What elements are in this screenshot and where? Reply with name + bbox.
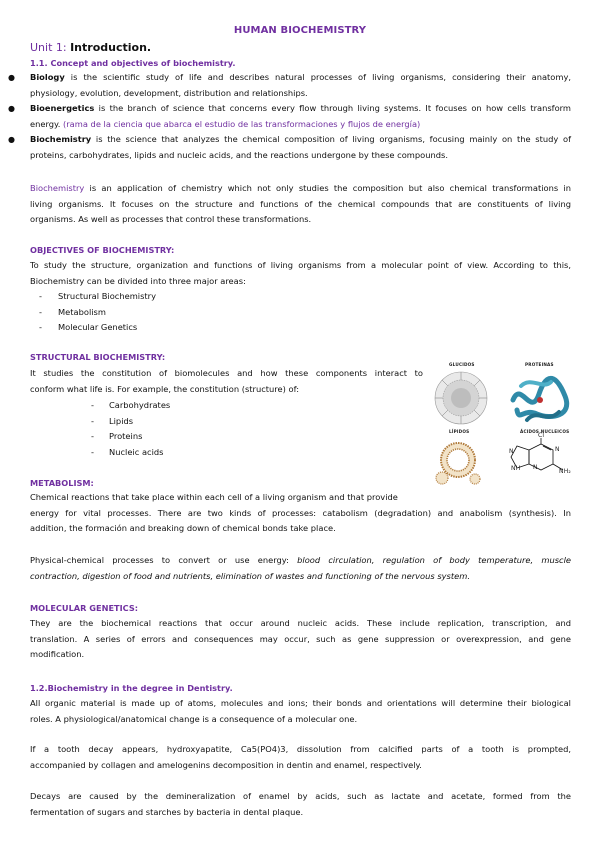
label-lipidos: LÍPIDOS	[449, 429, 470, 434]
genetics-heading: MOLECULAR GENETICS:	[30, 603, 139, 613]
atom-n2: N	[555, 446, 560, 453]
bullet-term: Biology	[30, 72, 65, 82]
areas-list	[39, 289, 339, 336]
dash-marker: -	[91, 415, 94, 426]
bullet-text-cont: energy.	[30, 118, 64, 129]
bullet-dot: ●	[8, 135, 15, 144]
metabolism-paragraph	[30, 490, 571, 537]
lipid-vesicle-icon	[431, 436, 485, 486]
genetics-paragraph	[30, 616, 571, 663]
structure-item: Carbohydrates	[109, 400, 171, 410]
structure-item: Lipids	[109, 415, 134, 426]
structure-items-list	[91, 398, 291, 460]
biomolecules-figure	[427, 362, 577, 488]
dentistry-paragraph-1	[30, 696, 571, 727]
bullet-text-cont: proteins, carbohydrates, lipids and nucleic acids, and the reactions undergone by these compounds.	[30, 149, 448, 160]
dash-marker: -	[91, 446, 94, 457]
label-glucidos: GLUCIDOS	[449, 362, 475, 367]
list-item	[8, 70, 571, 101]
unit-prefix: Unit 1:	[30, 41, 67, 54]
dentistry-line: Decays are caused by the demineralization of enamel by acids, such as lactate and acetate, formed from the	[30, 791, 571, 801]
genetics-line: They are the biochemical reactions that occur around nucleic acids. These include replication, transcription, and	[30, 618, 571, 628]
nucleic-acid-structure-icon	[499, 436, 577, 488]
dash-marker: -	[39, 322, 42, 332]
dentistry-line: fermentation of sugars and starches by bacteria in dental plaque.	[30, 806, 304, 817]
list-item	[8, 132, 571, 163]
carbohydrate-molecule-icon	[427, 370, 495, 426]
bullet-term: Biochemistry	[30, 134, 92, 144]
structure-item: Nucleic acids	[109, 446, 164, 457]
atom-nh2: NH₂	[559, 468, 572, 475]
bullet-term: Bioenergetics	[30, 103, 95, 113]
dash-marker: -	[91, 400, 94, 410]
structural-heading: STRUCTURAL BIOCHEMISTRY:	[30, 352, 166, 362]
atom-n1: N	[533, 464, 538, 471]
section-1-2-heading: 1.2.Biochemistry in the degree in Dentistry.	[30, 683, 233, 693]
dentistry-line: All organic material is made up of atoms, molecules and ions; their bonds and orientations will determine their biological	[30, 698, 571, 708]
dentistry-paragraph-2	[30, 742, 571, 773]
objectives-heading: OBJECTIVES OF BIOCHEMISTRY:	[30, 245, 175, 255]
bullet-list	[8, 70, 571, 163]
bullet-text: is the science that analyzes the chemical composition of living organisms, focusing mainly on the study of	[91, 134, 571, 144]
dentistry-paragraph-3	[30, 789, 571, 820]
list-item	[91, 398, 291, 414]
intro-paragraph	[30, 181, 571, 228]
unit-name: Introduction.	[70, 41, 152, 54]
metabolism-line: addition, the formación and breaking down of chemical bonds take place.	[30, 523, 336, 533]
dentistry-line: If a tooth decay appears, hydroxyapatite, Ca5(PO4)3, dissolution from calcified parts of a tooth is prompted,	[30, 744, 571, 754]
objectives-line: Biochemistry can be divided into three major areas:	[30, 275, 246, 286]
area-item: Metabolism	[58, 306, 106, 317]
label-proteinas: PROTEINAS	[525, 362, 554, 367]
intro-term: Biochemistry	[30, 183, 85, 193]
intro-line: living organisms. It focuses on the structure and functions of the chemical compounds that are constituents of living	[30, 198, 571, 209]
structural-line: It studies the constitution of biomolecules and how these components interact to	[30, 368, 423, 378]
atom-nh: NH	[511, 465, 521, 472]
protein-ribbon-icon	[507, 370, 573, 426]
metabolism-line: energy for vital processes. There are two kinds of processes: catabolism (degradation) and anabolism (synthesis). In	[30, 507, 571, 518]
pc-examples: blood circulation, regulation of body temperature, muscle	[297, 555, 571, 565]
list-item	[39, 305, 339, 321]
list-item	[91, 414, 291, 430]
list-item	[91, 445, 291, 461]
area-item: Molecular Genetics	[58, 322, 138, 332]
unit-heading	[30, 41, 151, 54]
bullet-text: is the scientific study of life and describes natural processes of living organisms, considering their anatomy,	[64, 72, 571, 82]
dash-marker: -	[39, 306, 42, 317]
intro-line: organisms. As well as processes that control these transformations.	[30, 214, 312, 224]
list-item	[8, 101, 571, 132]
objectives-paragraph	[30, 258, 571, 289]
objectives-line: To study the structure, organization and functions of living organisms from a molecular point of view. According to this,	[30, 260, 571, 270]
label-acidos-nucleicos: ÁCIDOS NUCLEICOS	[520, 429, 570, 434]
pc-line-start: Physical-chemical processes to convert or use energy:	[30, 555, 298, 565]
metabolism-heading: METABOLISM:	[30, 478, 94, 488]
area-item: Structural Biochemistry	[58, 291, 156, 301]
structure-item: Proteins	[109, 431, 143, 441]
bullet-text-cont: physiology, evolution, development, distribution and relationships.	[30, 87, 308, 98]
structural-line: conform what life is. For example, the constitution (structure) of:	[30, 383, 299, 394]
bullet-text: is the branch of science that concerns every flow through living systems. It focuses on how cells transform	[94, 103, 571, 113]
metabolism-line: Chemical reactions that take place within each cell of a living organism and that provide	[30, 492, 398, 502]
intro-line: is an application of chemistry which not only studies the composition but also chemical transformations in	[84, 183, 571, 193]
genetics-line: translation. A series of errors and consequences may occur, such as gene suppression or overexpression, and gene	[30, 633, 571, 644]
dash-marker: -	[91, 431, 94, 441]
genetics-line: modification.	[30, 649, 85, 659]
pc-examples-cont: contraction, digestion of food and nutrients, elimination of wastes and functioning of the nervous system.	[30, 570, 470, 581]
dentistry-line: accompanied by collagen and amelogenins decomposition in dentin and enamel, respectively.	[30, 759, 422, 770]
bullet-dot: ●	[8, 104, 15, 113]
dentistry-line: roles. A physiological/anatomical change is a consequence of a molecular one.	[30, 713, 358, 724]
document-title: HUMAN BIOCHEMISTRY	[233, 25, 367, 36]
bullet-dot: ●	[8, 73, 15, 82]
list-item	[39, 320, 339, 336]
atom-cl: Cl	[538, 432, 545, 439]
dash-marker: -	[39, 291, 42, 301]
spanish-translation: (rama de la ciencia que abarca el estudio de las transformaciones y flujos de energía)	[63, 118, 421, 129]
list-item	[39, 289, 339, 305]
section-1-1-heading: 1.1. Concept and objectives of biochemistry.	[30, 58, 236, 68]
atom-n3: N	[509, 448, 514, 455]
list-item	[91, 429, 291, 445]
structural-paragraph	[30, 366, 423, 397]
physical-chemical-paragraph	[30, 553, 571, 584]
